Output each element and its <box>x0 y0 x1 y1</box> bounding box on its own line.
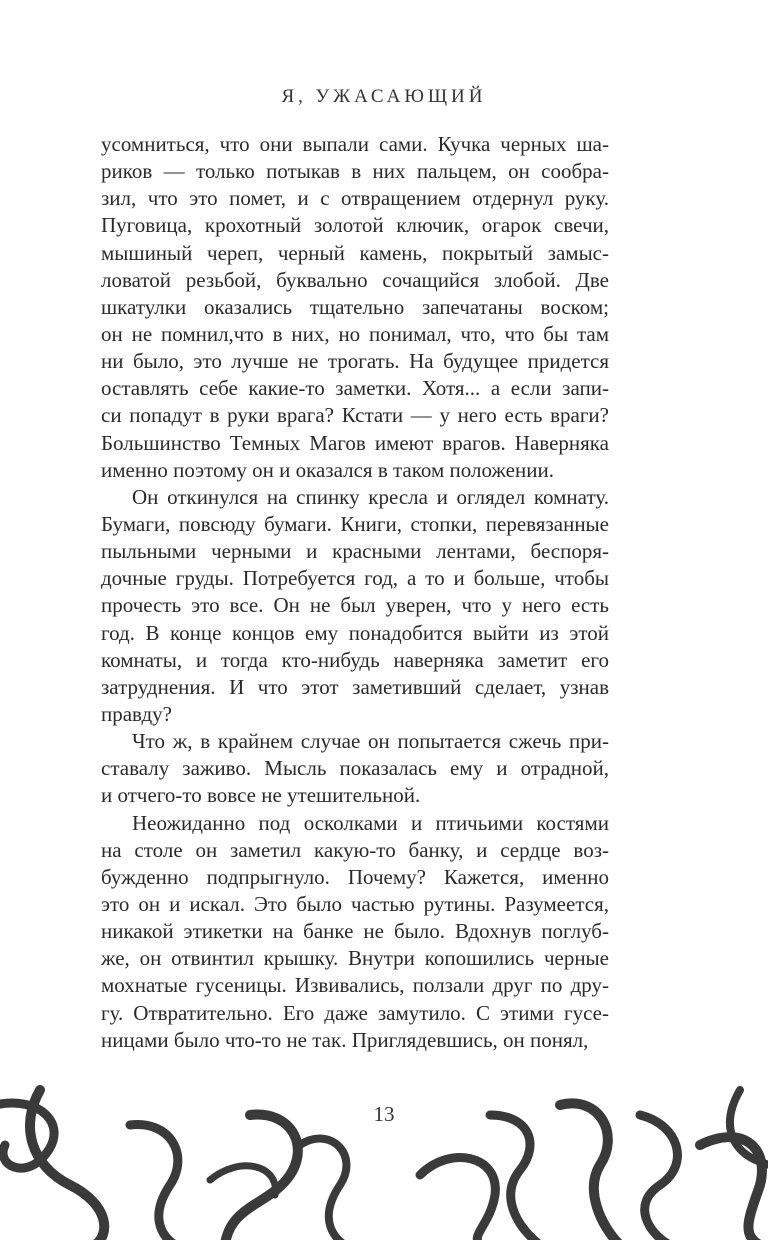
text-line: усомниться, что они выпали сами. Кучка черных ша- <box>101 132 609 156</box>
text-line: именно поэтому он и оказался в таком положении. <box>101 457 554 482</box>
text-line: дочные груды. Потребуется год, а то и больше, чтобы <box>101 566 609 591</box>
text-line: мышиный череп, черный камень, покрытый замыс- <box>101 240 609 265</box>
text-line: си попадут в руки врага? Кстати — у него есть враги? <box>101 403 609 428</box>
text-line: и отчего-то вовсе не утешительной. <box>101 783 421 808</box>
text-line: риков — только потыкав в них пальцем, он сообра- <box>101 159 609 184</box>
text-line: мохнатые гусеницы. Извивались, ползали друг по дру- <box>101 973 609 998</box>
running-title: Я, УЖАСАЮЩИЙ <box>281 86 487 107</box>
text-line: бужденно подпрыгнуло. Почему? Кажется, именно <box>101 864 609 889</box>
text-line: Бумаги, повсюду бумаги. Книги, стопки, перевязанные <box>101 511 609 536</box>
text-line: ставалу заживо. Мысль показалась ему и отрадной, <box>101 756 609 781</box>
text-line: год. В конце концов ему понадобится выйти из этой <box>101 620 609 645</box>
text-line: правду? <box>101 701 172 726</box>
text-line: на столе он заметил какую-то банку, и сердце воз- <box>101 837 609 862</box>
text-line: Неожиданно под осколками и птичьими костями <box>132 810 609 835</box>
text-line: это он и искал. Это было частью рутины. Разумеется, <box>101 891 609 916</box>
text-line: Он откинулся на спинку кресла и оглядел комнату. <box>132 484 609 509</box>
text-line: он не помнил,что в них, но понимал, что, что бы там <box>101 321 609 346</box>
text-line: гу. Отвратительно. Его даже замутило. С этими гусе- <box>101 1000 609 1025</box>
text-line: Что ж, в крайнем случае он попытается сжечь при- <box>132 729 609 754</box>
text-line: прочесть это все. Он не был уверен, что у него есть <box>101 593 609 618</box>
text-line: же, он отвинтил крышку. Внутри копошились черные <box>101 946 609 971</box>
text-line: ни было, это лучше не трогать. На будущее придется <box>101 349 609 374</box>
body-text <box>101 131 609 1054</box>
text-line: никакой этикетки на банке не было. Вдохнув поглуб- <box>101 919 609 944</box>
text-line: зил, что это помет, и с отвращением отдернул руку. <box>101 186 609 211</box>
text-line: Большинство Темных Магов имеют врагов. Наверняка <box>101 430 609 455</box>
text-line: шкатулки оказались тщательно запечатаны воском; <box>101 294 609 319</box>
text-line: ницами было что-то не так. Приглядевшись, он понял, <box>101 1027 589 1052</box>
text-line: пыльными черными и красными лентами, беспоря- <box>101 539 609 564</box>
text-line: затруднения. И что этот заметивший сделает, узнав <box>101 674 609 699</box>
page-number: 13 <box>373 1102 395 1126</box>
text-line: ловатой резьбой, буквально сочащийся злобой. Две <box>101 267 609 292</box>
text-line: оставлять себе какие-то заметки. Хотя... а если запи- <box>101 376 609 401</box>
text-line: комнаты, и тогда кто-нибудь наверняка заметит его <box>101 647 609 672</box>
text-line: Пуговица, крохотный золотой ключик, огарок свечи, <box>101 213 609 238</box>
